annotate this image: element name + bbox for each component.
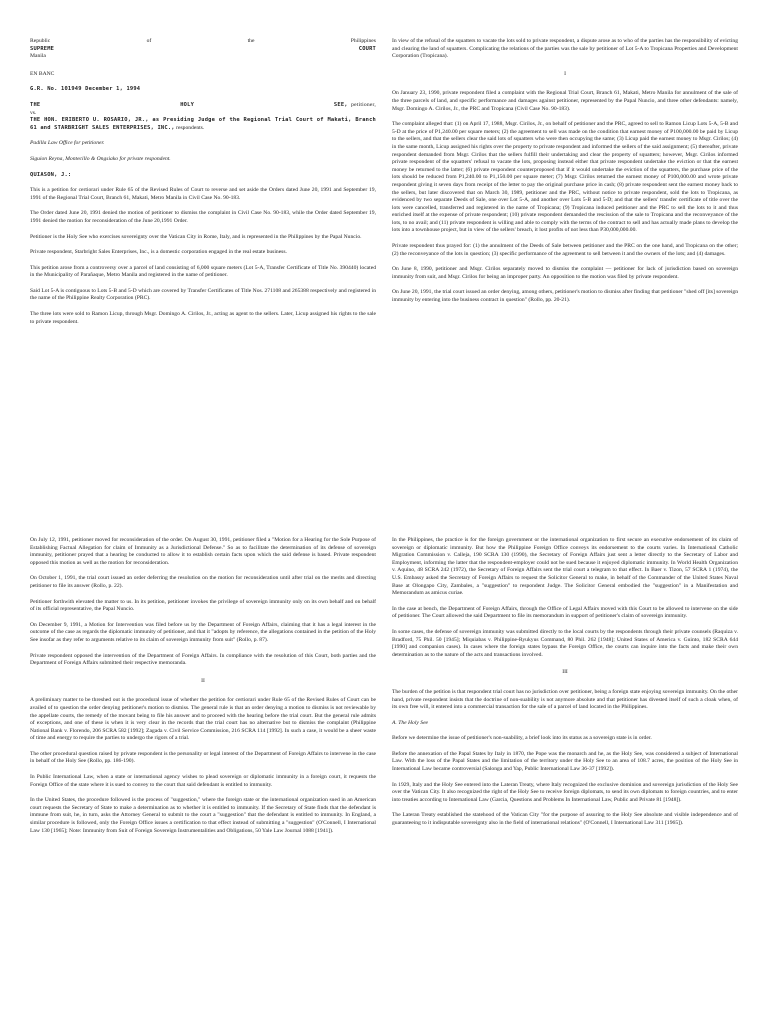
paragraph: Before the annexation of the Papal States by Italy in 1870, the Pope was the monarch and he, as the Holy See, was considered a subject of International Law. With the loss of the Papal States and the limitation of the territory under the Holy See to an area of 108.7 acres, the position of the Holy See in International Law became controversial (Salonga and Yap, Public International Law 36-37 [1992]). xyxy=(392,750,738,773)
paragraph: The other procedural question raised by private respondent is the personality or legal interest of the Department of Foreign Affairs to intervene in the case in behalf of the Holy See (Rollo, pp. 186-190). xyxy=(30,750,376,765)
versus: vs. xyxy=(30,109,37,116)
case-number: G.R. No. 101949 December 1, 1994 xyxy=(30,86,141,93)
paragraph: In 1929, Italy and the Holy See entered into the Lateran Treaty, where Italy recognized the exclusive dominion and sovereign jurisdiction of the Holy See over the Vatican City. It also recognized the right of the Holy See to receive foreign diplomats, to send its own diplomats to foreign countries, and to enter into treaties according to International Law (Garcia, Questions and Problems In International Law, Public and Private 81 [1948]). xyxy=(392,781,738,803)
paragraph: On January 23, 1990, private respondent filed a complaint with the Regional Trial Court, Branch 61, Makati, Metro Manila for annulment of the sale of the three parcels of land, and specific performance and damages against petitioner, represented by the Papal Nuncio, and three other defendants: namely, Msgr. Domingo A. Cirilos, Jr., the PRC and Tropicana (Civil Case No. 90-183). xyxy=(392,90,738,112)
paragraph: In the Philippines, the practice is for the foreign government or the international organization to first secure an executive endorsement of its claim of sovereign or diplomatic immunity. But how the Philippine Foreign Office conveys its endorsement to the courts varies. In International Catholic Migration Commission v. Calleja, 190 SCRA 130 (1990), the Secretary of Foreign Affairs just sent a letter directly to the Secretary of Labor and Employment, informing the latter that the respondent-employer could not be sued because it enjoyed diplomatic immunity. In World Health Organization v. Aquino, 48 SCRA 242 (1972), the Secretary of Foreign Affairs sent the trial court a telegram to that effect. In Baer v. Tizon, 57 SCRA 1 (1974), the U.S. Embassy asked the Secretary of Foreign Affairs to request the Solicitor General to make, in behalf of the Commander of the United States Naval Base at Olongapo City, Zambales, a "suggestion" to respondent Judge. The Solicitor General embodied the "suggestion" in a Manifestation and Memorandum as amicus curiae. xyxy=(392,537,738,597)
paragraph: In Public International Law, when a state or international agency wishes to plead sovereign or diplomatic immunity in a foreign court, it requests the Foreign Office of the state where it is sued to convey to the court that said defendant is entitled to immunity. xyxy=(30,774,376,788)
paragraph: Petitioner is the Holy See who exercises sovereignty over the Vatican City in Rome, Italy, and is represented in the Philippines by the Papal Nuncio. xyxy=(30,233,362,240)
paragraph: This is a petition for certiorari under Rule 65 of the Revised Rules of Court to reverse and set aside the Orders dated June 20, 1991 and September 19, 1991 of the Regional Trial Court, Branch 61, Makati, Metro Manila in Civil Case No. 90-183. xyxy=(30,187,376,201)
counsel-petitioner: Padilla Law Office for petitioner. xyxy=(30,140,105,147)
paragraph: On December 9, 1991, a Motion for Intervention was filed before us by the Department of Foreign Affairs, claiming that it has a legal interest in the outcome of the case as regards the diplomatic immunity of petitioner, and that it "adopts by reference, the allegations contained in the petition of the Holy See insofar as they refer to arguments relative to its claim of sovereign immunity from suit" (Rollo, p. 87). xyxy=(30,621,376,643)
section-heading-iii: III xyxy=(562,669,568,676)
paragraph: The complaint alleged that: (1) on April 17, 1988, Msgr. Cirilos, Jr., on behalf of petitioner and the PRC, agreed to sell to Ramon Licup Lots 5-A, 5-B and 5-D at the price of P1,240.00 per square meters; (2) the agreement to sell was made on the condition that earnest money of P100,000.00 be paid by Licup to the sellers, and that the sellers clear the said lots of squatters who were then occupying the same; (3) Licup paid the earnest money to Msgr. Cirilos; (4) in the same month, Licup assigned his rights over the property to private respondent and informed the sellers of the said assignment; (5) thereafter, private respondent demanded from Msgr. Cirilos that the sellers fulfill their undertaking and clear the property of squatters; however, Msgr. Cirilos informed private respondent of the squatters' refusal to vacate the lots, proposing instead either that private respondent undertake the eviction or that the earnest money be returned to the latter; (6) private respondent counterproposed that if it would undertake the eviction of the squatters, the purchase price of the lots should be reduced from P1,240.00 to P1,150.00 per square meter; (7) Msgr. Cirilos returned the earnest money of P100,000.00 and wrote private respondent giving it seven days from receipt of the letter to pay the original purchase price in cash; (8) private respondent sent the earnest money back to the sellers, but later discovered that on March 30, 1989, petitioner and the PRC, without notice to private respondent, sold the lots to Tropicana, as evidenced by two separate Deeds of Sale, one over Lot 5-A, and another over Lots 5-B and 5-D; and that the sellers' transfer certificate of title over the lots were cancelled, transferred and registered in the name of Tropicana; (9) Tropicana induced petitioner and the PRC to sell the lots to it and thus enriched itself at the expense of private respondent; (10) private respondent demanded the rescission of the sale to Tropicana and the reconveyance of the lots, to no avail; and (11) private respondent is willing and able to comply with the terms of the contract to sell and has actually made plans to develop the lots into a townhouse project, but in view of the sellers' breach, it lost profits of not less than P30,000,000.00. xyxy=(392,121,738,234)
paragraph: This petition arose from a controversy over a parcel of land consisting of 6,000 square meters (Lot 5-A, Transfer Certificate of Title No. 390440) located in the Municipality of Parañaque, Metro Manila and registered in the name of petitioner. xyxy=(30,264,376,279)
page2-right-column xyxy=(392,537,738,836)
paragraph: The Lateran Treaty established the statehood of the Vatican City "for the purpose of assuring to the Holy See absolute and visible independence and of guaranteeing to it indisputable sovereignty also in the field of international relations" (O'Connell, I International Law 311 [1965]). xyxy=(392,812,738,827)
en-banc-label: EN BANC xyxy=(30,70,55,77)
paragraph: The Order dated June 20, 1991 denied the motion of petitioner to dismiss the complaint in Civil Case No. 90-183, while the Order dated September 19, 1991 denied the motion for reconsideration of the June 20,1991 Order. xyxy=(30,210,376,224)
paragraph: In the case at bench, the Department of Foreign Affairs, through the Office of Legal Affairs moved with this Court to be allowed to intervene on the side of petitioner. The Court allowed the said Department to file its memorandum in support of petitioner's claim of sovereign immunity. xyxy=(392,605,738,620)
section-heading-ii: II xyxy=(201,677,205,684)
paragraph: Private respondent thus prayed for: (1) the annulment of the Deeds of Sale between petitioner and the PRC on the one hand, and Tropicana on the other; (2) the reconveyance of the lots in question; (3) specific performance of the agreement to sell between it and the owners of the lots; and (4) damages. xyxy=(392,243,738,257)
paragraph: Said Lot 5-A is contiguous to Lots 5-B and 5-D which are covered by Transfer Certificates of Title Nos. 271108 and 265388 respectively and registered in the name of the Philippine Realty Corporation (PRC). xyxy=(30,287,376,302)
header-republic-line: Republic of the Philippines xyxy=(30,38,376,44)
paragraph: Before we determine the issue of petitioner's non-suability, a brief look into its status as a sovereign state is in order. xyxy=(392,735,652,742)
paragraph: In the United States, the procedure followed is the process of "suggestion," where the foreign state or the international organization sued in an American court requests the Secretary of State to make a determination as to whether it is entitled to immunity. If the Secretary of State finds that the defendant is immune from suit, he, in turn, asks the Attorney General to submit to the court a "suggestion" that the defendant is entitled to immunity. In England, a similar procedure is followed, only the Foreign Office issues a certification to that effect instead of submitting a "suggestion" (O'Connell, I International Law 130 [1965]; Note: Immunity from Suit of Foreign Sovereign Instrumentalities and Obligations, 50 Yale Law Journal 1088 [1941]). xyxy=(30,797,376,834)
paragraph: The three lots were sold to Ramon Licup, through Msgr. Domingo A. Cirilos, Jr., acting as agent to the sellers. Later, Licup assigned his rights to the sale to private respondent. xyxy=(30,311,376,325)
paragraph: Private respondent opposed the intervention of the Department of Foreign Affairs. In compliance with the resolution of this Court, both parties and the Department of Foreign Affairs submitted their respective memoranda. xyxy=(30,652,376,667)
subheading-holy-see: A. The Holy See xyxy=(392,719,429,726)
paragraph: In view of the refusal of the squatters to vacate the lots sold to private respondent, a dispute arose as to who of the parties has the responsibility of evicting and clearing the land of squatters. Complicating the relations of the parties was the sale by petitioner of Lot 5-A to Tropicana Properties and Development Corporation (Tropicana). xyxy=(392,38,738,60)
counsel-respondent: Siguion Reyna, Montecillo & Ongsiako for private respondent. xyxy=(30,155,171,162)
paragraph: A preliminary matter to be threshed out is the procedural issue of whether the petition for certiorari under Rule 65 of the Revised Rules of Court can be availed of to question the order denying petitioner's motion to dismiss. The general rule is that an order denying a motion to dismiss is not reviewable by the appellate courts, the remedy of the movant being to file his answer and to proceed with the hearing before the trial court. But the general rule admits of exceptions, and one of these is when it is very clear in the records that the trial court has no alternative but to dismiss the complaint (Philippine National Bank v. Florendo, 206 SCRA 582 [1992]; Zagada v. Civil Service Commission, 216 SCRA 114 [1992]. In such a case, it would be a sheer waste of time and energy to require the parties to undergo the rigors of a trial. xyxy=(30,697,376,742)
document-page-2 xyxy=(0,512,768,1024)
page2-left-column xyxy=(30,537,376,843)
page1-right-column xyxy=(392,38,738,313)
ponente: QUIASON, J.: xyxy=(30,171,72,178)
paragraph: The burden of the petition is that respondent trial court has no jurisdiction over petitioner, being a foreign state enjoying sovereign immunity. On the other hand, private respondent insists that the doctrine of non-suability is not anymore absolute and that petitioner has divested itself of such a cloak when, of its own free will, it entered into a commercial transaction for the sale of a parcel of land located in the Philippines. xyxy=(392,688,738,711)
paragraph: In some cases, the defense of sovereign immunity was submitted directly to the local courts by the respondents through their private counsels (Raquiza v. Bradford, 75 Phil. 50 [1945]; Miquiabas v. Philippine-Ryukyus Command, 80 Phil. 262 [1948]; United States of America v. Guinto, 182 SCRA 644 [1990] and companion cases). In cases where the foreign states bypass the Foreign Office, the courts can inquire into the facts and make their own determination as to the nature of the acts and transactions involved. xyxy=(392,628,738,658)
respondents-line: THE HON. ERIBERTO U. ROSARIO, JR., as Presiding Judge of the Regional Trial Court of Makati, Branch 61 and STARBRIGHT SALES ENTERPRISES, INC., respondents. xyxy=(30,117,376,131)
paragraph: On July 12, 1991, petitioner moved for reconsideration of the order. On August 30, 1991, petitioner filed a "Motion for a Hearing for the Sole Purpose of Establishing Factual Allegation for claim of Immunity as a Jurisdictional Defense." So as to facilitate the determination of its defense of sovereign immunity, petitioner prayed that a hearing be conducted to allow it to establish certain facts upon which the said defense is based. Private respondent opposed this motion as well as the motion for reconsideration. xyxy=(30,537,376,566)
page1-left-column xyxy=(30,38,376,334)
paragraph: On June 8, 1990, petitioner and Msgr. Cirilos separately moved to dismiss the complaint — petitioner for lack of jurisdiction based on sovereign immunity from suit, and Msgr. Cirilos for being an improper party. An opposition to the motion was filed by private respondent. xyxy=(392,266,738,280)
paragraph: On October 1, 1991, the trial court issued an order deferring the resolution on the motion for reconsideration until after trial on the merits and directing petitioner to file its answer (Rollo, p. 22). xyxy=(30,575,376,589)
header-court-line: SUPREME COURT xyxy=(30,45,376,52)
paragraph: Private respondent, Starbright Sales Enterprises, Inc., is a domestic corporation engaged in the real estate business. xyxy=(30,249,287,256)
paragraph: Petitioner forthwith elevated the matter to us. In its petition, petitioner invokes the privilege of sovereign immunity only on its own behalf and on behalf of its official representative, the Papal Nuncio. xyxy=(30,598,376,613)
petitioner-line: THE HOLY SEE, petitioner, xyxy=(30,101,376,108)
header-city: Manila xyxy=(30,53,46,60)
section-heading-i: I xyxy=(564,70,566,77)
paragraph: On June 20, 1991, the trial court issued an order denying, among others, petitioner's motion to dismiss after finding that petitioner "shed off [its] sovereign immunity by entering into the business contract in question" (Rollo, pp. 20-21). xyxy=(392,289,738,304)
